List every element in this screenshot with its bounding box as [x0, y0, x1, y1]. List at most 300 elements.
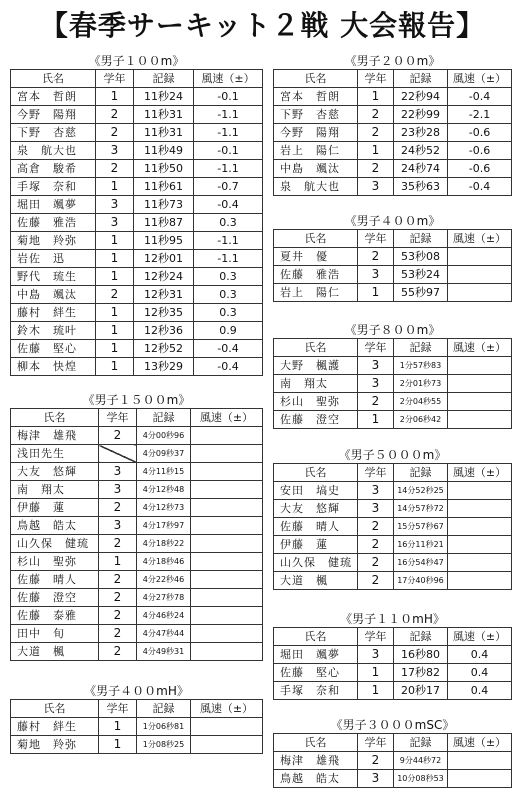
table-row [11, 571, 263, 589]
athlete-name: 岩上 陽仁 [274, 284, 358, 302]
athlete-name: 佐藤 晴人 [274, 518, 358, 536]
grade-header: 学年 [358, 628, 394, 646]
record-cell: 11秒73 [134, 196, 194, 214]
athlete-name: 菊地 羚弥 [11, 232, 96, 250]
record-cell: 12秒52 [134, 340, 194, 358]
table-row [274, 770, 512, 788]
grade-cell: 1 [358, 284, 394, 302]
grade-cell [99, 445, 137, 463]
grade-cell: 3 [96, 214, 134, 232]
athlete-name: 高倉 駿希 [11, 160, 96, 178]
table-row [274, 142, 512, 160]
section-caption: 《男子８００m》 [344, 323, 441, 337]
table-row [11, 142, 263, 160]
section-400m [273, 213, 512, 302]
record-cell: 4分12秒48 [137, 481, 191, 499]
grade-cell: 2 [99, 589, 137, 607]
record-cell: 4分17秒97 [137, 517, 191, 535]
results-table [10, 69, 263, 376]
record-cell: 1分57秒83 [394, 357, 448, 375]
name-header: 氏名 [274, 464, 358, 482]
record-cell: 55秒97 [394, 284, 448, 302]
table-row [11, 499, 263, 517]
wind-header: 風速（±） [448, 70, 512, 88]
athlete-name: 鈴木 琉叶 [11, 322, 96, 340]
table-row [11, 481, 263, 499]
table-row [274, 752, 512, 770]
athlete-name: 梅津 雄飛 [11, 427, 99, 445]
wind-cell [448, 266, 512, 284]
header-row [274, 339, 512, 357]
athlete-name: 梅津 雄飛 [274, 752, 358, 770]
grade-cell: 1 [96, 358, 134, 376]
wind-cell: -1.1 [194, 124, 263, 142]
table-row [11, 736, 263, 754]
grade-cell: 2 [358, 554, 394, 572]
record-cell: 16分11秒21 [394, 536, 448, 554]
wind-cell [191, 517, 263, 535]
record-cell: 22秒99 [394, 106, 448, 124]
athlete-name: 安田 塙史 [274, 482, 358, 500]
name-header: 氏名 [274, 628, 358, 646]
grade-cell: 1 [96, 178, 134, 196]
wind-cell [191, 427, 263, 445]
results-table [273, 463, 512, 590]
record-cell: 9分44秒72 [394, 752, 448, 770]
athlete-name: 鳥越 皓太 [11, 517, 99, 535]
athlete-name: 泉 航大也 [11, 142, 96, 160]
grade-cell: 2 [99, 607, 137, 625]
table-row [11, 427, 263, 445]
athlete-name: 大友 悠輝 [11, 463, 99, 481]
record-cell: 23秒28 [394, 124, 448, 142]
grade-cell: 2 [99, 625, 137, 643]
athlete-name: 大道 楓 [274, 572, 358, 590]
record-cell: 13秒29 [134, 358, 194, 376]
wind-cell: -0.1 [194, 142, 263, 160]
wind-cell [191, 736, 263, 754]
name-header: 氏名 [11, 700, 99, 718]
table-row [11, 196, 263, 214]
name-header: 氏名 [11, 70, 96, 88]
table-row [274, 284, 512, 302]
record-cell: 15分57秒67 [394, 518, 448, 536]
record-cell: 24秒74 [394, 160, 448, 178]
wind-cell: 0.4 [448, 682, 512, 700]
wind-cell [448, 482, 512, 500]
record-cell: 1分06秒81 [137, 718, 191, 736]
record-cell: 14分52秒25 [394, 482, 448, 500]
section-5000m [273, 447, 512, 590]
wind-cell: -1.1 [194, 250, 263, 268]
athlete-name: 手塚 奈和 [274, 682, 358, 700]
record-cell: 2分04秒55 [394, 393, 448, 411]
athlete-name: 宮本 哲朗 [11, 88, 96, 106]
section-110mh [273, 611, 512, 700]
athlete-name: 柳本 快煌 [11, 358, 96, 376]
name-header: 氏名 [274, 339, 358, 357]
table-row [274, 500, 512, 518]
record-cell: 12秒01 [134, 250, 194, 268]
record-cell: 17秒82 [394, 664, 448, 682]
results-table [273, 733, 512, 788]
athlete-name: 菊地 羚弥 [11, 736, 99, 754]
header-row [274, 464, 512, 482]
athlete-name: 南 翔太 [274, 375, 358, 393]
table-row [11, 88, 263, 106]
wind-cell [191, 535, 263, 553]
wind-cell [191, 718, 263, 736]
record-header: 記録 [137, 409, 191, 427]
record-cell: 20秒17 [394, 682, 448, 700]
header-row [11, 700, 263, 718]
record-cell: 12秒36 [134, 322, 194, 340]
athlete-name: 下野 杏慈 [274, 106, 358, 124]
wind-cell [448, 500, 512, 518]
record-cell: 11秒50 [134, 160, 194, 178]
record-cell: 14分57秒72 [394, 500, 448, 518]
record-cell: 4分22秒46 [137, 571, 191, 589]
section-caption: 《男子５０００m》 [338, 448, 447, 462]
table-row [11, 445, 263, 463]
section-caption: 《男子１１０mH》 [340, 612, 445, 626]
wind-header: 風速（±） [448, 464, 512, 482]
table-row [11, 214, 263, 232]
grade-cell: 3 [96, 142, 134, 160]
grade-cell: 1 [96, 340, 134, 358]
wind-cell [191, 607, 263, 625]
table-row [274, 393, 512, 411]
record-cell: 1分08秒25 [137, 736, 191, 754]
table-row [274, 482, 512, 500]
grade-cell: 2 [99, 571, 137, 589]
athlete-name: 宮本 哲朗 [274, 88, 358, 106]
athlete-name: 藤村 絆生 [11, 304, 96, 322]
athlete-name: 浅田先生 [11, 445, 99, 463]
grade-cell: 3 [99, 481, 137, 499]
header-row [274, 70, 512, 88]
athlete-name: 佐藤 澄空 [11, 589, 99, 607]
record-header: 記録 [137, 700, 191, 718]
grade-cell: 3 [358, 770, 394, 788]
grade-cell: 3 [358, 375, 394, 393]
record-cell: 11秒49 [134, 142, 194, 160]
results-table [10, 699, 263, 754]
wind-cell: -0.4 [194, 340, 263, 358]
record-header: 記録 [134, 70, 194, 88]
grade-cell: 3 [358, 646, 394, 664]
wind-cell: -0.6 [448, 160, 512, 178]
grade-cell: 2 [99, 643, 137, 661]
record-cell: 4分11秒15 [137, 463, 191, 481]
grade-cell: 1 [358, 682, 394, 700]
record-cell: 12秒24 [134, 268, 194, 286]
table-row [11, 718, 263, 736]
table-row [274, 682, 512, 700]
table-row [274, 178, 512, 196]
athlete-name: 杉山 聖弥 [11, 553, 99, 571]
wind-cell: -2.1 [448, 106, 512, 124]
athlete-name: 大道 楓 [11, 643, 99, 661]
grade-cell: 2 [358, 518, 394, 536]
grade-cell: 2 [358, 393, 394, 411]
wind-header: 風速（±） [448, 339, 512, 357]
section-caption: 《男子１００m》 [88, 54, 185, 68]
results-table [273, 338, 512, 429]
record-cell: 4分00秒96 [137, 427, 191, 445]
athlete-name: 中島 颯汰 [11, 286, 96, 304]
athlete-name: 野代 琉生 [11, 268, 96, 286]
grade-cell: 1 [99, 736, 137, 754]
grade-header: 学年 [96, 70, 134, 88]
athlete-name: 大野 楓護 [274, 357, 358, 375]
results-table [273, 69, 512, 196]
table-row [274, 124, 512, 142]
grade-cell: 1 [358, 88, 394, 106]
wind-header: 風速（±） [191, 700, 263, 718]
table-row [11, 358, 263, 376]
table-row [274, 518, 512, 536]
wind-cell: -0.4 [194, 196, 263, 214]
record-cell: 11秒61 [134, 178, 194, 196]
athlete-name: 大友 悠輝 [274, 500, 358, 518]
athlete-name: 堀田 颯夢 [274, 646, 358, 664]
section-3000msc [273, 717, 512, 788]
record-cell: 2分06秒42 [394, 411, 448, 429]
wind-cell [191, 625, 263, 643]
grade-cell: 3 [99, 463, 137, 481]
grade-cell: 1 [99, 553, 137, 571]
record-cell: 4分27秒78 [137, 589, 191, 607]
header-row [11, 70, 263, 88]
grade-cell: 1 [358, 411, 394, 429]
table-row [11, 178, 263, 196]
record-cell: 10分08秒53 [394, 770, 448, 788]
grade-header: 学年 [99, 409, 137, 427]
wind-cell [448, 536, 512, 554]
grade-header: 学年 [99, 700, 137, 718]
record-cell: 4分18秒22 [137, 535, 191, 553]
wind-cell [191, 553, 263, 571]
wind-cell: -0.4 [448, 88, 512, 106]
table-row [274, 375, 512, 393]
athlete-name: 佐藤 雅浩 [11, 214, 96, 232]
record-cell: 16秒80 [394, 646, 448, 664]
athlete-name: 鳥越 皓太 [274, 770, 358, 788]
section-800m [273, 322, 512, 429]
grade-cell: 2 [99, 427, 137, 445]
record-cell: 11秒87 [134, 214, 194, 232]
record-cell: 11秒95 [134, 232, 194, 250]
section-caption: 《男子１５００m》 [82, 393, 191, 407]
record-cell: 12秒31 [134, 286, 194, 304]
grade-cell: 3 [358, 266, 394, 284]
grade-cell: 2 [96, 124, 134, 142]
athlete-name: 佐藤 堅心 [11, 340, 96, 358]
table-row [11, 625, 263, 643]
athlete-name: 山久保 健琉 [11, 535, 99, 553]
athlete-name: 南 翔太 [11, 481, 99, 499]
record-cell: 4分09秒37 [137, 445, 191, 463]
results-table [273, 229, 512, 302]
record-cell: 53秒08 [394, 248, 448, 266]
record-cell: 4分18秒46 [137, 553, 191, 571]
table-row [11, 535, 263, 553]
record-cell: 12秒35 [134, 304, 194, 322]
record-header: 記録 [394, 339, 448, 357]
grade-cell: 2 [358, 106, 394, 124]
table-row [11, 589, 263, 607]
table-row [274, 106, 512, 124]
grade-cell: 3 [358, 482, 394, 500]
athlete-name: 泉 航大也 [274, 178, 358, 196]
athlete-name: 杉山 聖弥 [274, 393, 358, 411]
grade-cell: 1 [358, 142, 394, 160]
athlete-name: 堀田 颯夢 [11, 196, 96, 214]
wind-cell: -0.4 [448, 178, 512, 196]
wind-cell [448, 752, 512, 770]
athlete-name: 岩佐 迅 [11, 250, 96, 268]
grade-cell: 1 [96, 322, 134, 340]
table-row [11, 250, 263, 268]
wind-cell: -0.6 [448, 124, 512, 142]
athlete-name: 夏井 優 [274, 248, 358, 266]
table-row [274, 646, 512, 664]
grade-cell: 3 [358, 500, 394, 518]
wind-cell [448, 411, 512, 429]
record-cell: 2分01秒73 [394, 375, 448, 393]
athlete-name: 中島 颯汰 [274, 160, 358, 178]
table-row [274, 266, 512, 284]
record-cell: 4分47秒44 [137, 625, 191, 643]
name-header: 氏名 [274, 70, 358, 88]
wind-cell: 0.4 [448, 646, 512, 664]
wind-cell: 0.9 [194, 322, 263, 340]
wind-cell [448, 554, 512, 572]
table-row [11, 232, 263, 250]
record-header: 記録 [394, 464, 448, 482]
athlete-name: 佐藤 堅心 [274, 664, 358, 682]
wind-cell: -1.1 [194, 106, 263, 124]
wind-header: 風速（±） [448, 734, 512, 752]
section-caption: 《男子２００m》 [344, 54, 441, 68]
wind-cell: -1.1 [194, 160, 263, 178]
grade-cell: 3 [358, 178, 394, 196]
record-header: 記録 [394, 230, 448, 248]
athlete-name: 今野 陽翔 [11, 106, 96, 124]
grade-cell: 1 [99, 718, 137, 736]
table-row [11, 286, 263, 304]
table-row [11, 322, 263, 340]
section-caption: 《男子４００mH》 [84, 684, 189, 698]
wind-cell [448, 518, 512, 536]
table-row [11, 463, 263, 481]
record-cell: 11秒24 [134, 88, 194, 106]
grade-cell: 2 [358, 572, 394, 590]
wind-cell [448, 770, 512, 788]
record-header: 記録 [394, 70, 448, 88]
record-cell: 4分46秒24 [137, 607, 191, 625]
grade-cell: 2 [96, 106, 134, 124]
athlete-name: 伊藤 蓮 [274, 536, 358, 554]
header-row [11, 409, 263, 427]
athlete-name: 岩上 陽仁 [274, 142, 358, 160]
wind-cell [448, 248, 512, 266]
table-row [11, 268, 263, 286]
grade-cell: 2 [358, 248, 394, 266]
name-header: 氏名 [274, 734, 358, 752]
grade-cell: 1 [358, 664, 394, 682]
wind-cell: 0.3 [194, 268, 263, 286]
record-cell: 17分40秒96 [394, 572, 448, 590]
table-row [274, 536, 512, 554]
wind-cell [191, 643, 263, 661]
wind-cell: 0.3 [194, 304, 263, 322]
grade-cell: 2 [358, 124, 394, 142]
wind-cell [448, 357, 512, 375]
grade-cell: 2 [358, 160, 394, 178]
grade-cell: 2 [358, 752, 394, 770]
wind-header: 風速（±） [191, 409, 263, 427]
athlete-name: 伊藤 蓮 [11, 499, 99, 517]
header-row [274, 230, 512, 248]
grade-header: 学年 [358, 734, 394, 752]
athlete-name: 手塚 奈和 [11, 178, 96, 196]
table-row [274, 357, 512, 375]
athlete-name: 藤村 絆生 [11, 718, 99, 736]
record-cell: 11秒31 [134, 106, 194, 124]
table-row [11, 643, 263, 661]
wind-cell [191, 571, 263, 589]
grade-cell: 2 [96, 160, 134, 178]
grade-cell: 2 [358, 536, 394, 554]
wind-cell [191, 499, 263, 517]
wind-cell [191, 589, 263, 607]
grade-cell: 1 [96, 250, 134, 268]
table-row [274, 160, 512, 178]
wind-cell [448, 284, 512, 302]
table-row [11, 124, 263, 142]
wind-cell [448, 572, 512, 590]
wind-cell: -0.7 [194, 178, 263, 196]
grade-header: 学年 [358, 339, 394, 357]
section-400mh [10, 683, 263, 754]
grade-cell: 2 [99, 499, 137, 517]
athlete-name: 今野 陽翔 [274, 124, 358, 142]
grade-cell: 3 [358, 357, 394, 375]
table-row [11, 553, 263, 571]
wind-cell [191, 463, 263, 481]
table-row [274, 411, 512, 429]
record-header: 記録 [394, 628, 448, 646]
header-row [274, 734, 512, 752]
wind-cell: -1.1 [194, 232, 263, 250]
table-row [11, 106, 263, 124]
table-row [274, 88, 512, 106]
name-header: 氏名 [274, 230, 358, 248]
grade-cell: 2 [99, 535, 137, 553]
athlete-name: 佐藤 晴人 [11, 571, 99, 589]
wind-cell [448, 393, 512, 411]
grade-cell: 3 [99, 517, 137, 535]
record-cell: 35秒63 [394, 178, 448, 196]
wind-cell: 0.3 [194, 214, 263, 232]
wind-cell [191, 481, 263, 499]
wind-cell: -0.6 [448, 142, 512, 160]
grade-header: 学年 [358, 230, 394, 248]
table-row [274, 664, 512, 682]
grade-cell: 1 [96, 268, 134, 286]
